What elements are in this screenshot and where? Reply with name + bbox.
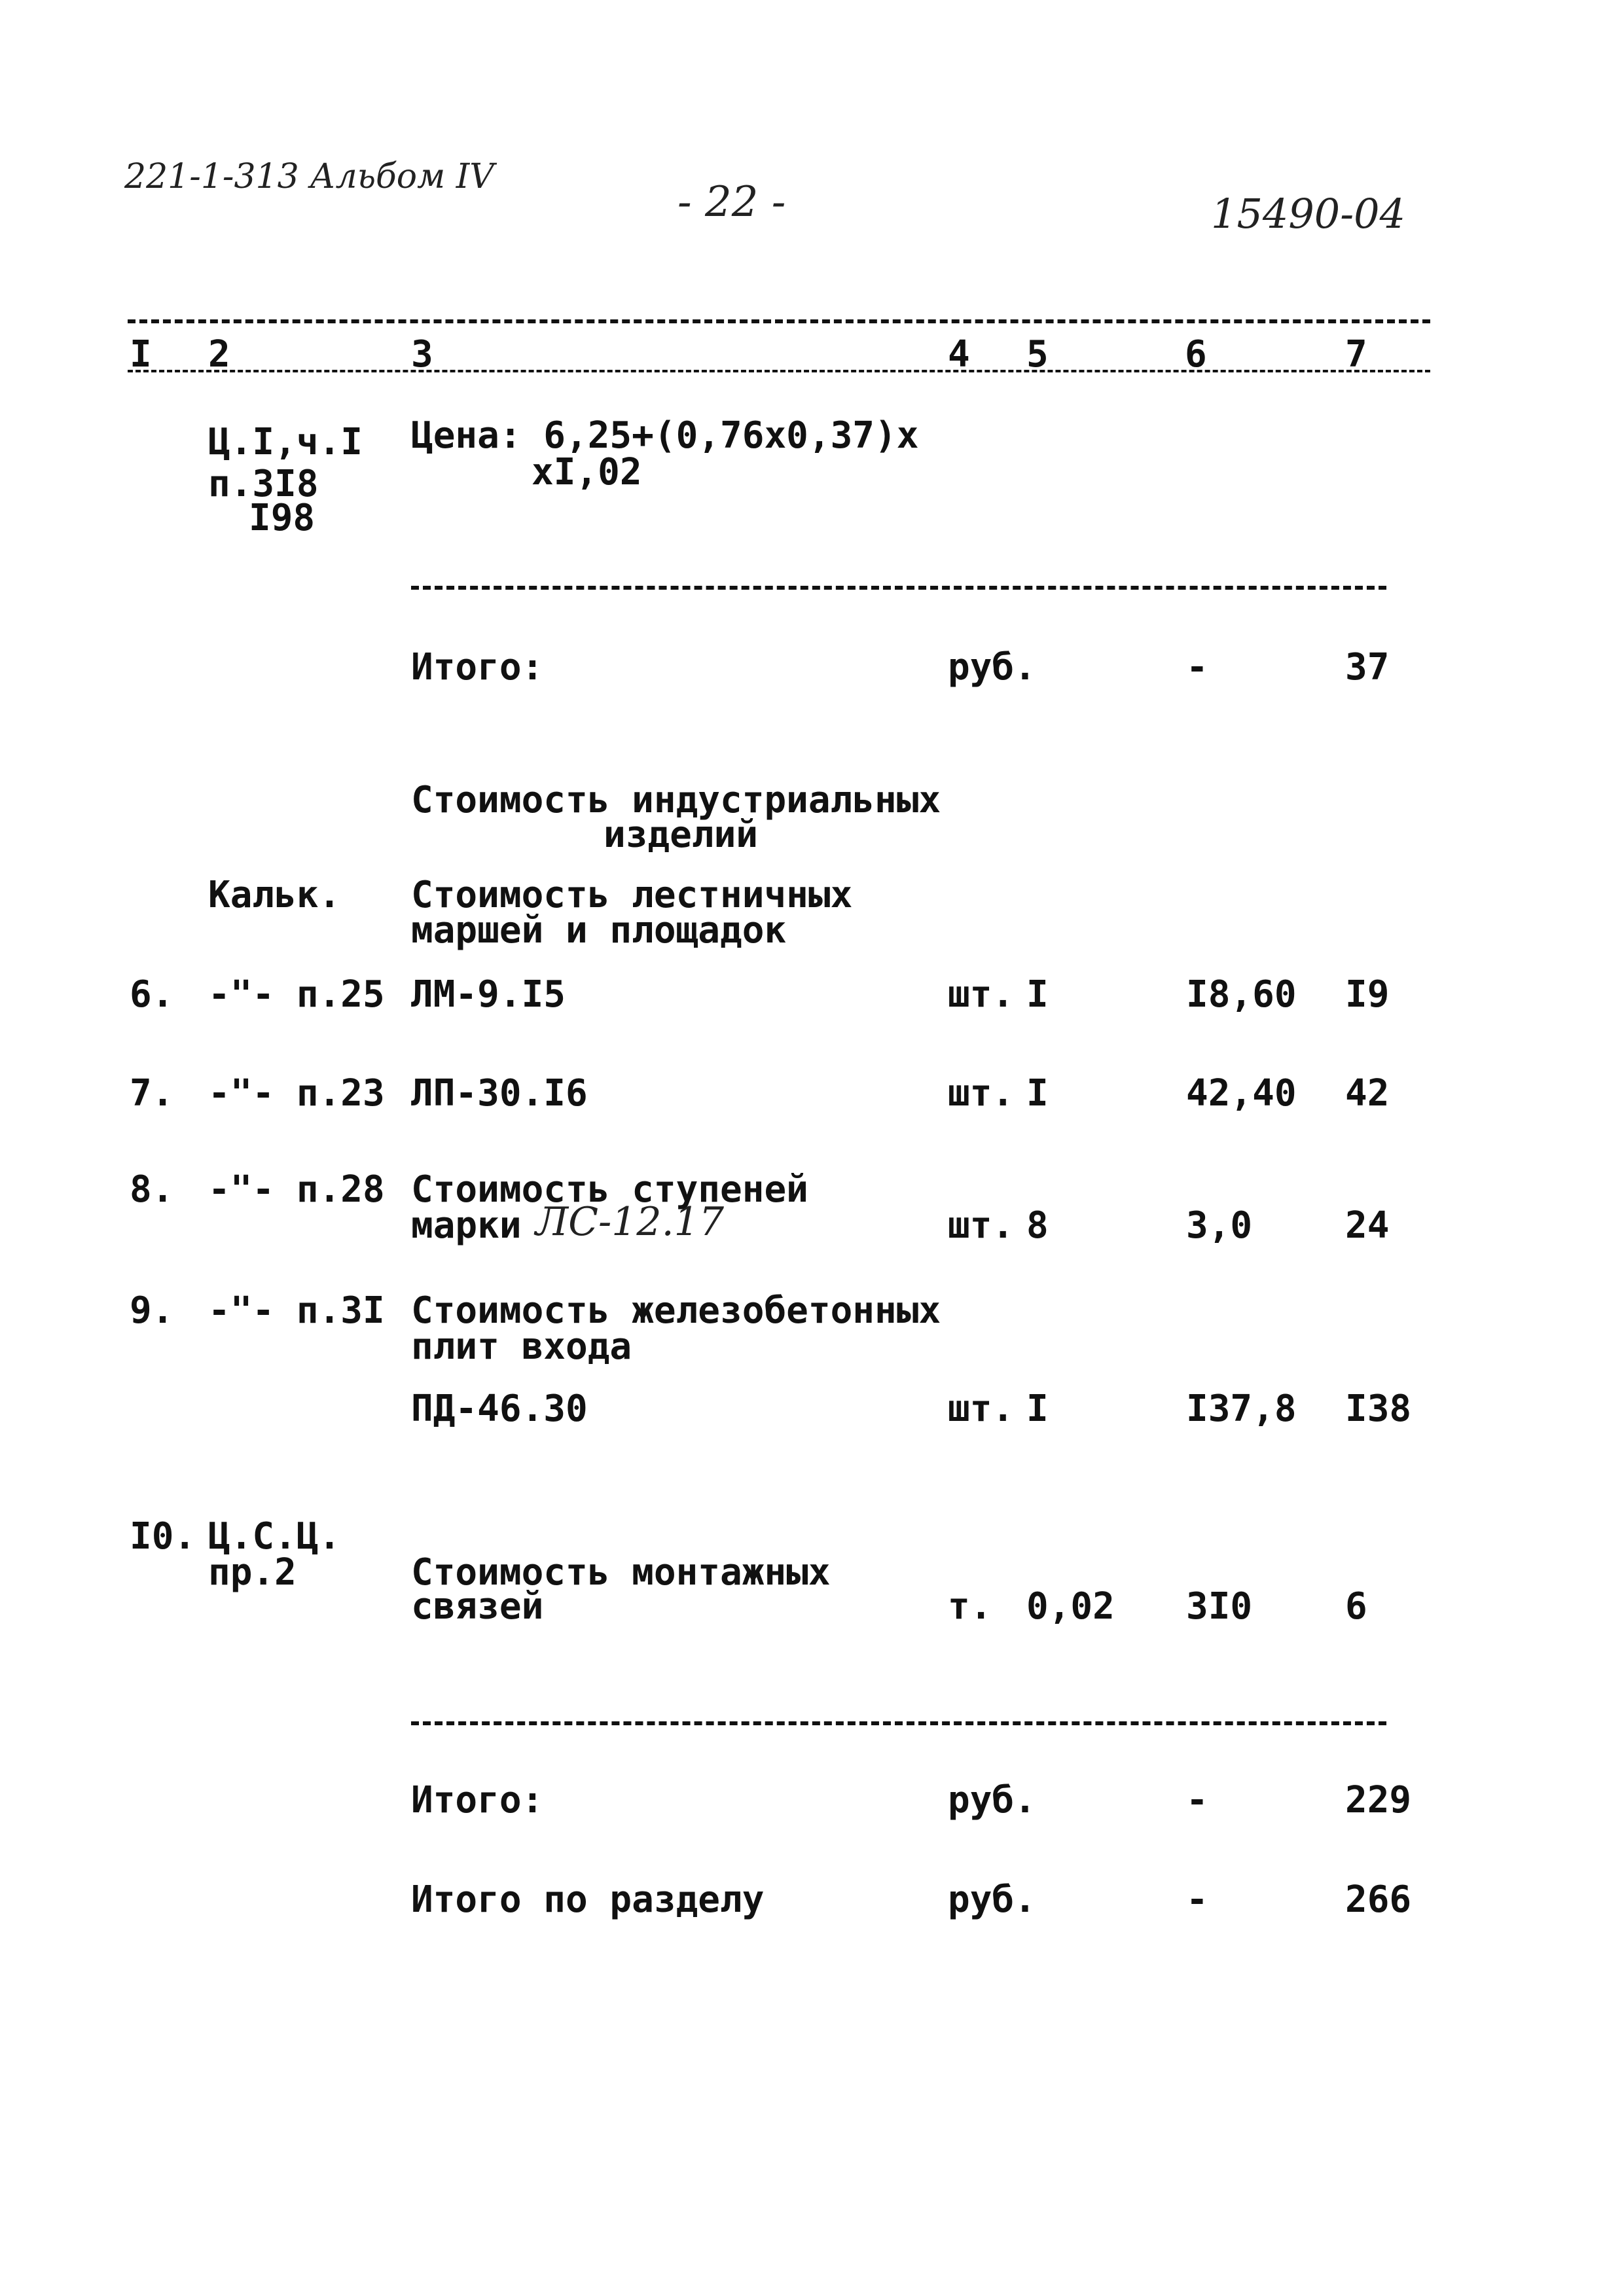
row-quantity: 8	[1026, 1204, 1049, 1247]
document-code-left: 221-1-313 Альбом IV	[124, 157, 494, 196]
header-top-rule	[128, 319, 1430, 323]
row-unit: шт.	[948, 1072, 1015, 1115]
section-total-unit: руб.	[948, 1878, 1036, 1921]
row-reference-line-1: Ц.С.Ц.	[208, 1515, 341, 1558]
row-sum: I38	[1345, 1388, 1412, 1430]
column-number-5: 5	[1026, 333, 1049, 376]
row-sum: 24	[1345, 1204, 1390, 1247]
row-price: 42,40	[1186, 1072, 1297, 1115]
row-sum: I9	[1345, 973, 1390, 1016]
row-quantity: 0,02	[1026, 1585, 1115, 1628]
reference-line-3: I98	[249, 497, 316, 539]
row-reference: -"- п.25	[208, 973, 385, 1016]
price-formula-line-2: xI,02	[532, 451, 642, 493]
row-unit: шт.	[948, 1204, 1015, 1247]
document-code-right: 15490-04	[1211, 190, 1406, 238]
subsection-title-line-1: Стоимость лестничных	[411, 874, 853, 916]
section-total-sum: 266	[1345, 1878, 1412, 1921]
row-description-line-1: Стоимость железобетонных	[411, 1289, 941, 1332]
total-unit: руб.	[948, 646, 1036, 689]
row-reference: -"- п.28	[208, 1168, 385, 1211]
row-description: ЛМ-9.I5	[411, 973, 566, 1016]
row-price: I8,60	[1186, 973, 1297, 1016]
total-unit: руб.	[948, 1779, 1036, 1821]
subsection-title-line-2: маршей и площадок	[411, 909, 787, 952]
row-quantity: I	[1026, 1388, 1049, 1430]
section-total-label: Итого по разделу	[411, 1878, 765, 1921]
price-formula-line-1: Цена: 6,25+(0,76x0,37)x	[411, 414, 919, 457]
total-price: -	[1186, 1779, 1208, 1821]
column-number-1: I	[130, 333, 152, 376]
total-label: Итого:	[411, 646, 544, 689]
row-description-line-1: Стоимость монтажных	[411, 1551, 831, 1594]
section-title-line-2: изделий	[604, 814, 759, 856]
column-number-4: 4	[948, 333, 970, 376]
row-description-line-2: марки	[411, 1204, 522, 1247]
section-total-price: -	[1186, 1878, 1208, 1921]
total-label: Итого:	[411, 1779, 544, 1821]
row-quantity: I	[1026, 973, 1049, 1016]
row-number: 9.	[130, 1289, 174, 1332]
row-number: I0.	[130, 1515, 196, 1558]
page-number: - 22 -	[677, 178, 786, 226]
total-sum: 229	[1345, 1779, 1412, 1821]
row-reference: -"- п.3I	[208, 1289, 385, 1332]
row-price: I37,8	[1186, 1388, 1297, 1430]
row-number: 7.	[130, 1072, 174, 1115]
row-price: 3,0	[1186, 1204, 1253, 1247]
column-number-3: 3	[411, 333, 433, 376]
column-number-2: 2	[208, 333, 230, 376]
separator-rule-1	[411, 586, 1386, 590]
row-description-line-2: плит входа	[411, 1325, 632, 1368]
handwritten-mark: ЛС-12.17	[535, 1199, 725, 1245]
total-price: -	[1186, 646, 1208, 689]
row-sub-description: ПД-46.30	[411, 1388, 588, 1430]
row-number: 6.	[130, 973, 174, 1016]
row-unit: т.	[948, 1585, 992, 1628]
row-unit: шт.	[948, 1388, 1015, 1430]
reference-line-1: Ц.I,ч.I	[208, 421, 363, 463]
row-unit: шт.	[948, 973, 1015, 1016]
row-reference-line-2: пр.2	[208, 1551, 297, 1594]
row-description-line-2: связей	[411, 1585, 544, 1628]
separator-rule-2	[411, 1721, 1386, 1725]
row-description-line-1: Стоимость ступеней	[411, 1168, 808, 1211]
row-number: 8.	[130, 1168, 174, 1211]
total-sum: 37	[1345, 646, 1390, 689]
reference-line-2: п.3I8	[208, 463, 319, 505]
row-quantity: I	[1026, 1072, 1049, 1115]
row-description: ЛП-30.I6	[411, 1072, 588, 1115]
row-sum: 6	[1345, 1585, 1367, 1628]
calculation-reference: Кальк.	[208, 874, 341, 916]
row-sum: 42	[1345, 1072, 1390, 1115]
column-number-6: 6	[1185, 333, 1207, 376]
header-bottom-rule	[128, 370, 1430, 372]
section-title-line-1: Стоимость индустриальных	[411, 779, 941, 821]
column-number-7: 7	[1345, 333, 1367, 376]
row-reference: -"- п.23	[208, 1072, 385, 1115]
row-price: 3I0	[1186, 1585, 1253, 1628]
